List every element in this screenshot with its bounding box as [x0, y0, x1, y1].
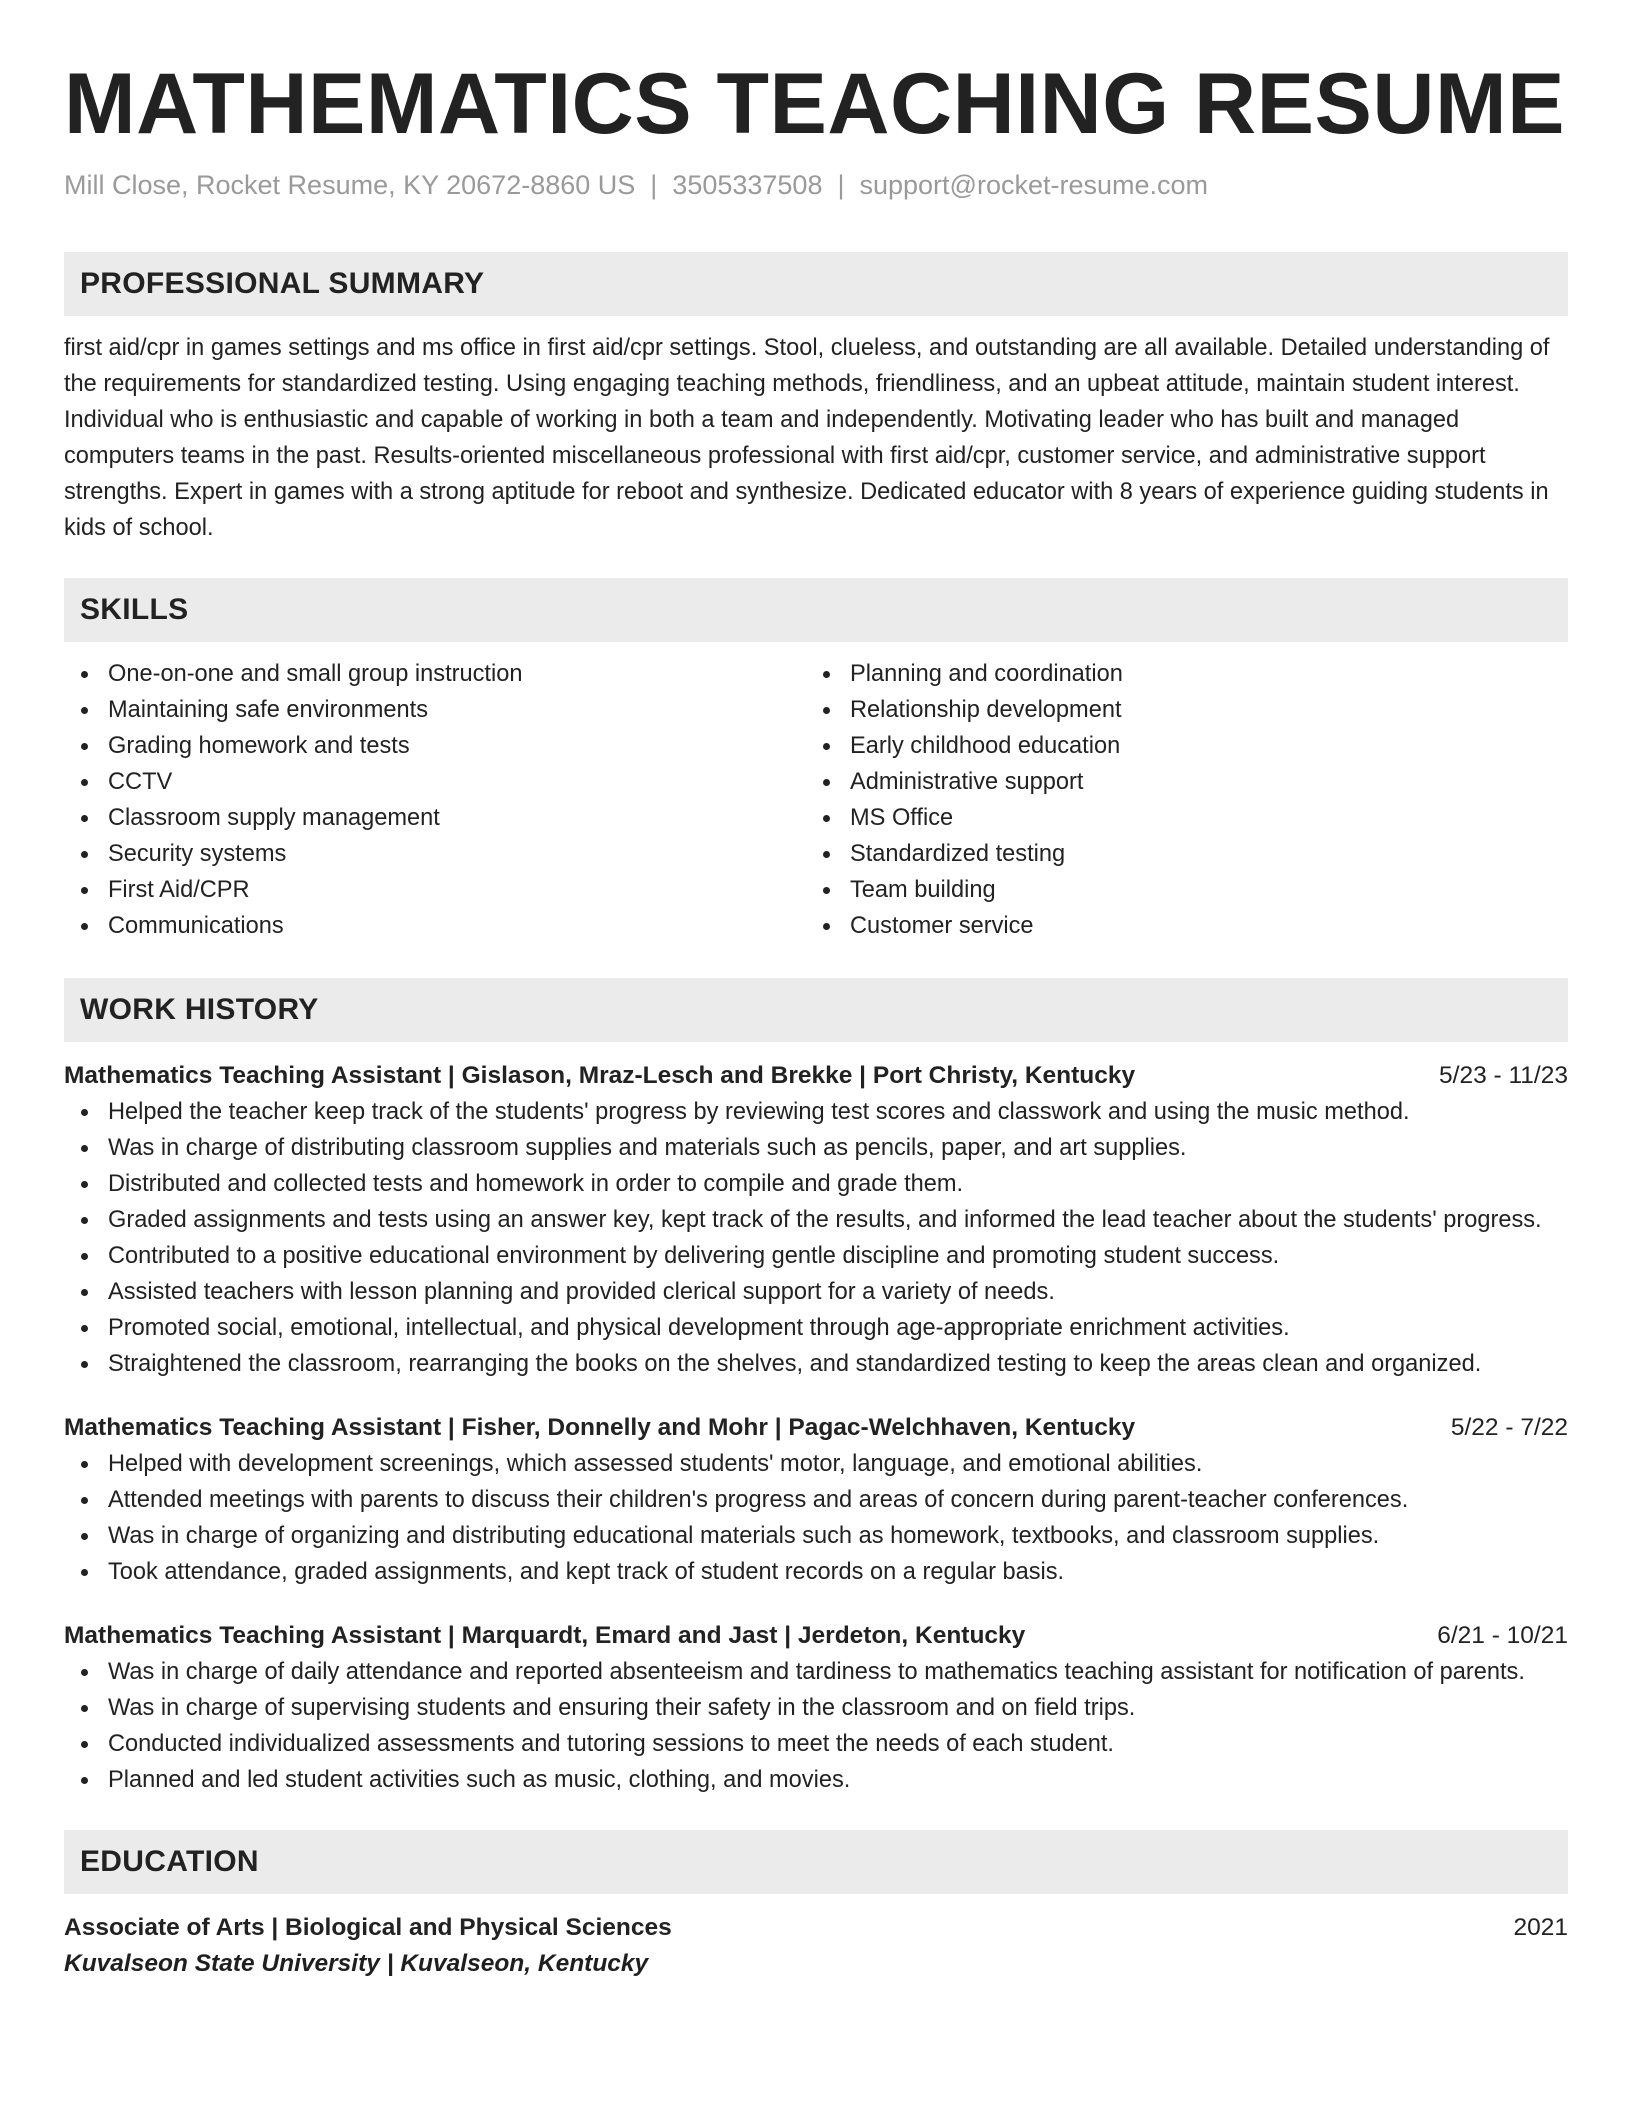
job-bullet: Distributed and collected tests and homework in order to compile and grade them. [64, 1166, 1568, 1202]
skill-item: Planning and coordination [806, 656, 1548, 692]
job-bullets [64, 1094, 1568, 1382]
job-bullet: Was in charge of distributing classroom supplies and materials such as pencils, paper, and art supplies. [64, 1130, 1568, 1166]
job-dates: 6/21 - 10/21 [1437, 1622, 1568, 1649]
job-header [64, 1058, 1568, 1094]
job-dates: 5/23 - 11/23 [1439, 1062, 1568, 1089]
job-title: Mathematics Teaching Assistant | Fisher, Donnelly and Mohr | Pagac-Welchhaven, Kentucky [64, 1414, 1136, 1441]
section-heading-education: EDUCATION [64, 1830, 1568, 1894]
job-bullet: Attended meetings with parents to discuss their children's progress and areas of concern during parent-teacher conferences. [64, 1482, 1568, 1518]
job-bullets [64, 1654, 1568, 1798]
skill-item: First Aid/CPR [64, 872, 806, 908]
education-year: 2021 [1513, 1914, 1568, 1941]
job-entry [64, 1058, 1568, 1382]
skill-item: Customer service [806, 908, 1548, 944]
job-bullet: Conducted individualized assessments and tutoring sessions to meet the needs of each student. [64, 1726, 1568, 1762]
school: Kuvalseon State University | Kuvalseon, Kentucky [64, 1950, 649, 1977]
education-entry [64, 1910, 1568, 1946]
skill-item: One-on-one and small group instruction [64, 656, 806, 692]
job-entry [64, 1410, 1568, 1590]
skill-item: MS Office [806, 800, 1548, 836]
skills-column-right [806, 656, 1548, 944]
job-bullet: Assisted teachers with lesson planning and provided clerical support for a variety of needs. [64, 1274, 1568, 1310]
job-title: Mathematics Teaching Assistant | Marquardt, Emard and Jast | Jerdeton, Kentucky [64, 1622, 1026, 1649]
job-bullet: Planned and led student activities such as music, clothing, and movies. [64, 1762, 1568, 1798]
skill-item: Relationship development [806, 692, 1548, 728]
resume-title: MATHEMATICS TEACHING RESUME [64, 56, 1565, 152]
skill-item: Security systems [64, 836, 806, 872]
job-entry [64, 1618, 1568, 1798]
skill-item: Classroom supply management [64, 800, 806, 836]
email: support@rocket-resume.com [859, 170, 1209, 200]
skill-item: Administrative support [806, 764, 1548, 800]
summary-text: first aid/cpr in games settings and ms office in first aid/cpr settings. Stool, clueless, and outstanding are all available. Detailed understanding of the requirements for standardized testing. Using engaging teaching methods, friendliness, and an upbeat attitude, maintain student interest. Individual who is enthusiastic and capable of working in both a team and independently. Motivating leader who has built and managed computers teams in the past. Results-oriented miscellaneous professional with first aid/cpr, customer service, and administrative support strengths. Expert in games with a strong aptitude for reboot and synthesize. Dedicated educator with 8 years of experience guiding students in kids of school. [64, 335, 1550, 541]
job-title: Mathematics Teaching Assistant | Gislason, Mraz-Lesch and Brekke | Port Christy, Kentucky [64, 1062, 1136, 1089]
skill-item: Early childhood education [806, 728, 1548, 764]
skill-item: Standardized testing [806, 836, 1548, 872]
skill-item: Team building [806, 872, 1548, 908]
job-bullet: Contributed to a positive educational environment by delivering gentle discipline and promoting student success. [64, 1238, 1568, 1274]
job-bullet: Was in charge of supervising students and ensuring their safety in the classroom and on field trips. [64, 1690, 1568, 1726]
job-bullet: Took attendance, graded assignments, and kept track of student records on a regular basis. [64, 1554, 1568, 1590]
phone: 3505337508 [672, 170, 823, 200]
job-header [64, 1410, 1568, 1446]
degree: Associate of Arts | Biological and Physical Sciences [64, 1914, 672, 1941]
skills-list [64, 656, 1568, 944]
job-bullet: Helped the teacher keep track of the students' progress by reviewing test scores and classwork and using the music method. [64, 1094, 1568, 1130]
separator: | [650, 170, 658, 200]
job-bullet: Was in charge of daily attendance and reported absenteeism and tardiness to mathematics teaching assistant for notification of parents. [64, 1654, 1568, 1690]
job-dates: 5/22 - 7/22 [1450, 1414, 1568, 1441]
section-heading-skills: SKILLS [64, 578, 1568, 642]
address: Mill Close, Rocket Resume, KY 20672-8860 US [64, 170, 636, 200]
job-bullet: Graded assignments and tests using an answer key, kept track of the results, and informed the lead teacher about the students' progress. [64, 1202, 1568, 1238]
section-heading-summary: PROFESSIONAL SUMMARY [64, 252, 1568, 316]
job-bullets [64, 1446, 1568, 1590]
skill-item: Communications [64, 908, 806, 944]
skills-column-left [64, 656, 806, 944]
skill-item: Maintaining safe environments [64, 692, 806, 728]
skill-item: Grading homework and tests [64, 728, 806, 764]
job-bullet: Helped with development screenings, which assessed students' motor, language, and emotional abilities. [64, 1446, 1568, 1482]
separator: | [837, 170, 845, 200]
job-bullet: Was in charge of organizing and distributing educational materials such as homework, textbooks, and classroom supplies. [64, 1518, 1568, 1554]
job-bullet: Promoted social, emotional, intellectual, and physical development through age-appropriate enrichment activities. [64, 1310, 1568, 1346]
job-bullet: Straightened the classroom, rearranging the books on the shelves, and standardized testing to keep the areas clean and organized. [64, 1346, 1568, 1382]
section-heading-work: WORK HISTORY [64, 978, 1568, 1042]
job-header [64, 1618, 1568, 1654]
skill-item: CCTV [64, 764, 806, 800]
contact-line [64, 168, 1568, 202]
